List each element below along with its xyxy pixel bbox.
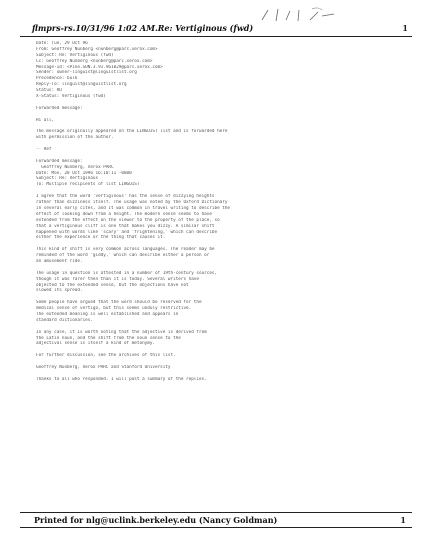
body-line: with permission of the author.	[36, 135, 114, 141]
body-line: Geoffrey Nunberg, Xerox PARC	[36, 164, 114, 170]
body-line: X-Status: Vertiginous (fwd)	[36, 94, 106, 100]
body-line: Forwarded message:	[36, 105, 83, 111]
body-line: The extended meaning is well established and appears in	[36, 311, 179, 317]
body-line: though it was rarer then than it is today. Several writers have	[36, 276, 199, 282]
body-line: Message-Id: <Pine.SUN.3.91.961029@parc.xerox.com>	[36, 64, 163, 70]
body-line: the Latin noun, and the shift from the noun sense to the	[36, 335, 181, 341]
body-line: Subject: Re: Vertiginous (fwd)	[36, 52, 114, 58]
body-line: In any case, it is worth noting that the adjective is derived from	[36, 329, 207, 335]
body-line: Date: Tue, 29 Oct 96	[36, 41, 88, 46]
body-line: reminded of the word 'giddy,' which can describe either a person or	[36, 253, 210, 259]
body-line: extended from the effect on the viewer to the property of the place, so	[36, 217, 220, 223]
body-line: The usage in question is attested in a number of 19th-century sources,	[36, 270, 218, 276]
body-line: in several early cites, and it was common in travel writing to describe the	[36, 205, 231, 211]
body-line: slowed its spread.	[36, 288, 83, 294]
body-line: objected to the extended sense, but the objections have not	[36, 282, 189, 288]
body-line: adjectival sense is itself a kind of metonymy.	[36, 341, 155, 347]
body-line: Hi all,	[36, 117, 55, 123]
body-line: an amusement ride.	[36, 258, 83, 264]
body-line: -- Ref	[36, 147, 52, 153]
body-line: Reply-To: linguist@linguistlist.org	[36, 82, 127, 88]
body-line: Subject: Re: Vertiginous	[36, 176, 99, 182]
print-footer	[20, 512, 412, 528]
printed-for-label: Printed for nlg@uclink.berkeley.edu (Nancy Goldman)	[34, 515, 278, 525]
body-line: Sender: owner-linguist@linguistlist.org	[36, 70, 137, 76]
body-line: happened with words like 'scary' and 'frightening,' which can describe	[36, 229, 218, 235]
body-line: Thanks to all who responded. I will post a summary of the replies.	[36, 376, 207, 382]
body-line: effect of looking down from a height. The modern sense seems to have	[36, 211, 212, 217]
body-line: Status: RO	[36, 88, 62, 94]
document-title: flmprs-rs.10/31/96 1:02 AM.Re: Vertiginous (fwd)	[32, 23, 254, 33]
page-number-bottom: 1	[400, 515, 406, 525]
body-line: For further discussion, see the archives of this list.	[36, 353, 176, 359]
body-line: Some people have argued that the word should be reserved for the	[36, 300, 202, 306]
document-header	[20, 22, 412, 37]
body-line: Date: Mon, 28 Oct 1996 16:10:11 -0800	[36, 170, 132, 176]
body-line: medical sense of vertigo, but this seems unduly restrictive.	[36, 306, 192, 312]
body-line: that a vertiginous cliff is one that makes you dizzy. A similar shift	[36, 223, 215, 229]
body-line: rather than dizziness itself. The usage was noted by the Oxford Dictionary	[36, 200, 228, 206]
body-line: Cc: Geoffrey Nunberg <nunberg@parc.xerox.com>	[36, 58, 153, 64]
body-line: Geoffrey Nunberg, Xerox PARC and Stanford University	[36, 364, 171, 370]
page-number-top: 1	[402, 23, 408, 33]
body-line: either the experience or the thing that causes it.	[36, 235, 166, 241]
body-line: This kind of shift is very common across languages. The reader may be	[36, 247, 215, 253]
body-line: From: Geoffrey Nunberg <nunberg@parc.xerox.com>	[36, 46, 158, 52]
body-line: I agree that the word 'vertiginous' has the sense of dizzying heights	[36, 194, 215, 200]
body-line: Precedence: bulk	[36, 76, 78, 82]
body-line: Forwarded message:	[36, 158, 83, 164]
body-line: To: Multiple recipients of list LINGUIST	[36, 182, 140, 188]
body-line: standard dictionaries.	[36, 317, 93, 323]
email-body	[36, 41, 408, 511]
body-line: The message originally appeared on the LINGUIST list and is forwarded here	[36, 129, 228, 135]
